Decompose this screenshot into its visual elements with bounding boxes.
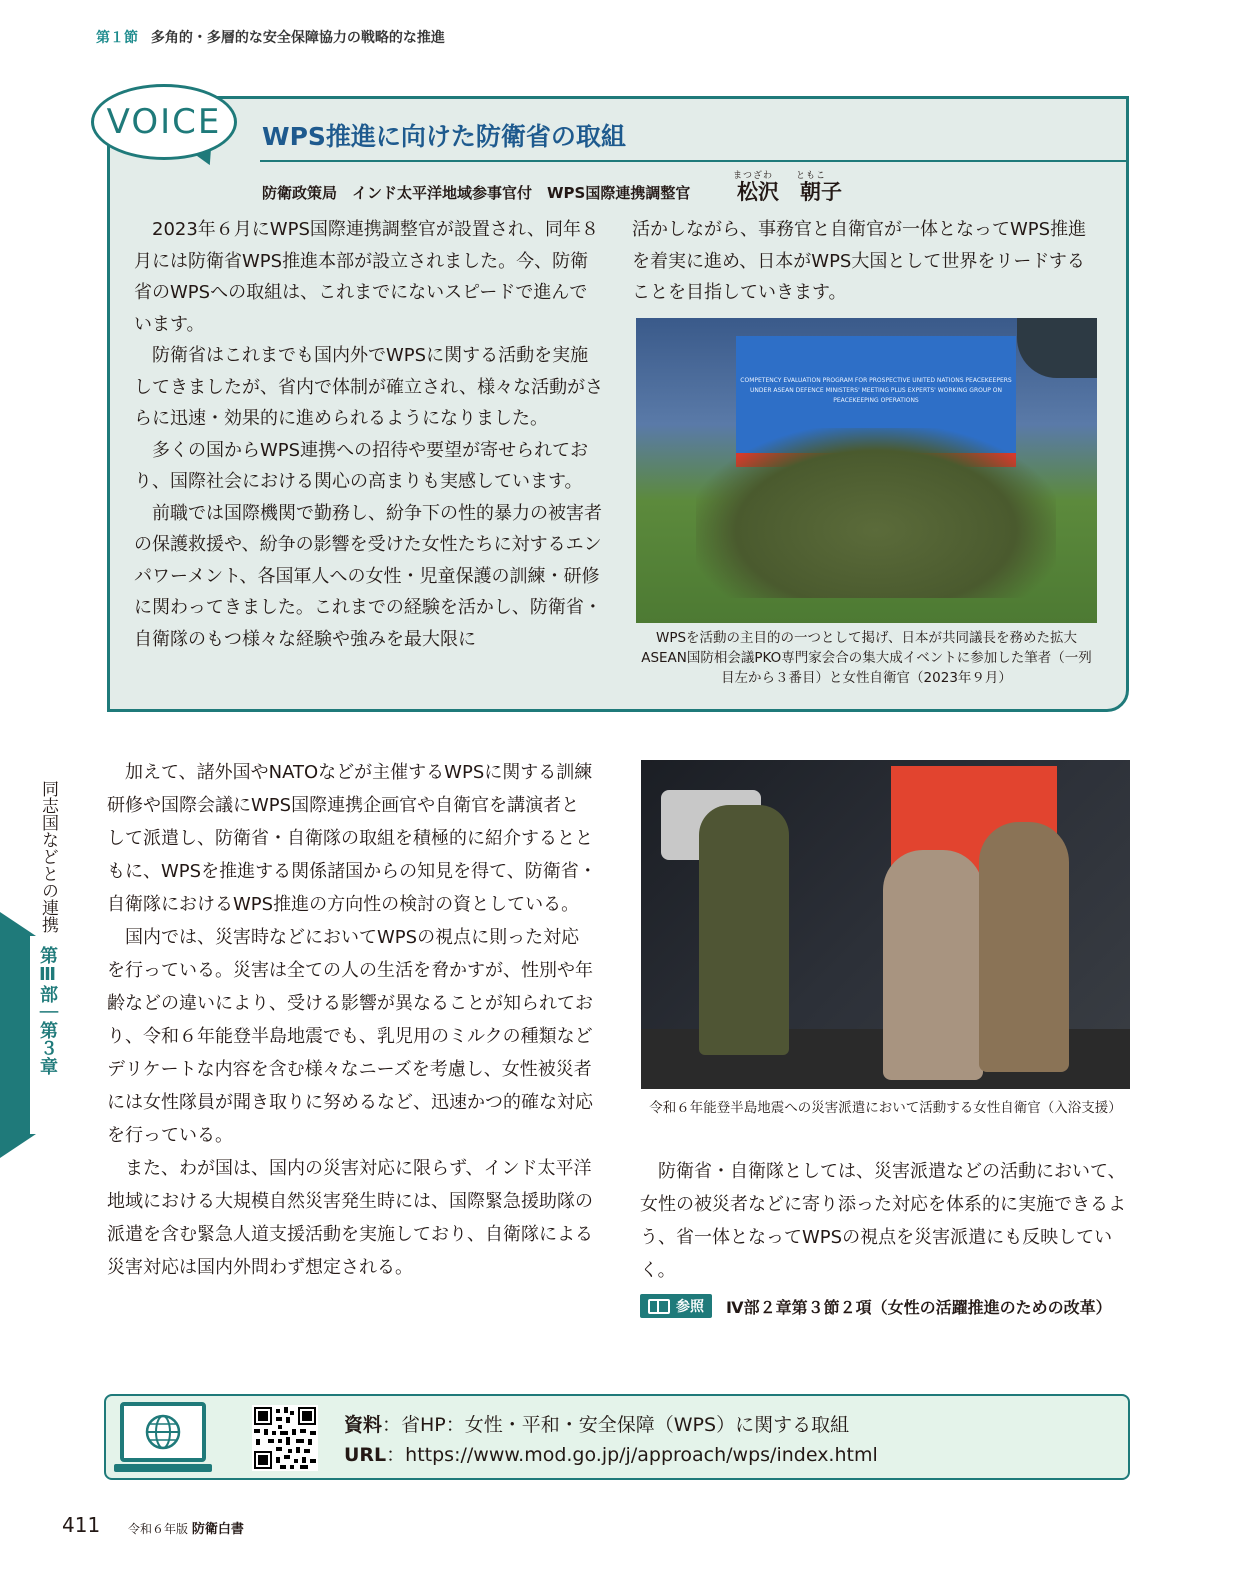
body-paragraph: 国内では、災害時などにおいてWPSの視点に則った対応を行っている。災害は全ての人の生活を脅かすが、性別や年齢などの違いにより、受ける影響が異なることが知られており、令和６年能登半島地震でも、乳児用のミルクの種類などデリケートな内容を含む様々なニーズを考慮し、女性被災者には女性隊員が聞き取りに努めるなど、迅速かつ的確な対応を行っている。 (107, 927, 593, 1146)
voice-column-1 (134, 214, 604, 655)
body-paragraph: 防衛省・自衛隊としては、災害派遣などの活動において、女性の被災者などに寄り添った対応を体系的に実施できるよう、省一体となってWPSの視点を災害派遣にも反映していく。 (640, 1161, 1126, 1281)
voice-photo-caption: WPSを活動の主目的の一つとして掲げ、日本が共同議長を務めた拡大ASEAN国防相会議PKO専門家会合の集大成イベントに参加した筆者（一列目左から３番目）と女性自衛官（2023年９月） (641, 630, 1092, 686)
side-tab-label: 第Ⅲ部｜第３章 (37, 946, 58, 1075)
voice-paragraph: 多くの国からWPS連携への招待や要望が寄せられており、国際社会における関心の高まりも実感しています。 (134, 439, 589, 492)
qr-code[interactable] (252, 1405, 318, 1471)
footer-title (128, 1518, 244, 1537)
voice-column-2 (632, 214, 1102, 309)
voice-title-rule (260, 160, 1128, 162)
voice-badge: VOICE (91, 84, 237, 160)
photo-child (883, 850, 983, 1080)
body-paragraph: 加えて、諸外国やNATOなどが主催するWPSに関する訓練研修や国際会議にWPS国際連携企画官や自衛官を講演者として派遣し、防衛省・自衛隊の取組を積極的に紹介するとともに、WPSを推進する関係諸国からの知見を得て、防衛省・自衛隊におけるWPS推進の方向性の検討の資としている。 (107, 762, 597, 915)
disaster-photo (641, 760, 1130, 1089)
section-number: 第１節 (96, 30, 138, 46)
voice-photo (636, 318, 1097, 623)
photo-child (979, 822, 1069, 1072)
resource-text: ：省HP：女性・平和・安全保障（WPS）に関する取組 (382, 1414, 850, 1436)
voice-paragraph: 活かしながら、事務官と自衛官が一体となってWPS推進を着実に進め、日本がWPS大国として世界をリードすることを目指していきます。 (632, 219, 1087, 303)
ruby-given: ともこ (796, 171, 827, 181)
main-column-2 (640, 1155, 1134, 1287)
reference-text: Ⅳ部２章第３節２項（女性の活躍推進のための改革） (726, 1297, 1112, 1317)
ruby-family: まつざわ (733, 171, 774, 181)
photo-group (696, 428, 1056, 598)
voice-title: WPS推進に向けた防衛省の取組 (262, 122, 626, 151)
disaster-photo-caption: 令和６年能登半島地震への災害派遣において活動する女性自衛官（入浴支援） (649, 1100, 1122, 1116)
footer-edition: 令和６年版 (128, 1522, 189, 1536)
page-number: 411 (62, 1513, 101, 1537)
footer-book: 防衛白書 (191, 1522, 244, 1537)
photo-soldier (699, 805, 789, 1055)
photo-hill (1017, 318, 1097, 378)
photo-banner: COMPETENCY EVALUATION PROGRAM FOR PROSPECTIVE UNITED NATIONS PEACEKEEPERS UNDER ASEAN DEFENCE MINISTERS' MEETING PLUS EXPERTS' WORKING GROUP ON PEACEKEEPING OPERATIONS (736, 336, 1016, 456)
resource-line-1 (344, 1410, 849, 1437)
section-title: 多角的・多層的な安全保障協力の戦略的な推進 (150, 30, 445, 46)
book-icon (648, 1299, 670, 1314)
author-affiliation: 防衛政策局 インド太平洋地域参事官付 WPS国際連携調整官 (262, 184, 691, 202)
globe-icon (143, 1412, 183, 1452)
resource-url[interactable]: ：https://www.mod.go.jp/j/approach/wps/index.html (386, 1444, 878, 1466)
side-chapter-title: 同志国などとの連携 (38, 780, 58, 933)
main-column-1 (107, 756, 597, 1284)
resource-label: 資料 (344, 1414, 383, 1436)
author-name: 松沢 朝子 (737, 180, 842, 204)
monitor-stand (114, 1464, 212, 1472)
url-label: URL (344, 1444, 387, 1466)
reference-badge (640, 1294, 712, 1318)
voice-paragraph: 前職では国際機関で勤務し、紛争下の性的暴力の被害者の保護救援や、紛争の影響を受けた女性たちに対するエンパワーメント、各国軍人への女性・児童保護の訓練・研修に関わってきました。これまでの経験を活かし、防衛省・自衛隊のもつ様々な経験や強みを最大限に (134, 502, 602, 650)
resource-line-2 (344, 1440, 878, 1467)
body-paragraph: また、わが国は、国内の災害対応に限らず、インド太平洋地域における大規模自然災害発生時には、国際緊急援助隊の派遣を含む緊急人道支援活動を実施しており、自衛隊による災害対応は国内外問わず想定される。 (107, 1158, 593, 1278)
running-header (96, 27, 445, 47)
monitor-icon (120, 1402, 206, 1462)
reference-badge-label: 参照 (676, 1299, 704, 1315)
voice-paragraph: 2023年６月にWPS国際連携調整官が設置され、同年８月には防衛省WPS推進本部が設立されました。今、防衛省のWPSへの取組は、これまでにないスピードで進んでいます。 (134, 219, 599, 335)
reference-note (640, 1294, 1112, 1318)
voice-paragraph: 防衛省はこれまでも国内外でWPSに関する活動を実施してきましたが、省内で体制が確立され、様々な活動がさらに迅速・効果的に進められるようになりました。 (134, 345, 604, 429)
